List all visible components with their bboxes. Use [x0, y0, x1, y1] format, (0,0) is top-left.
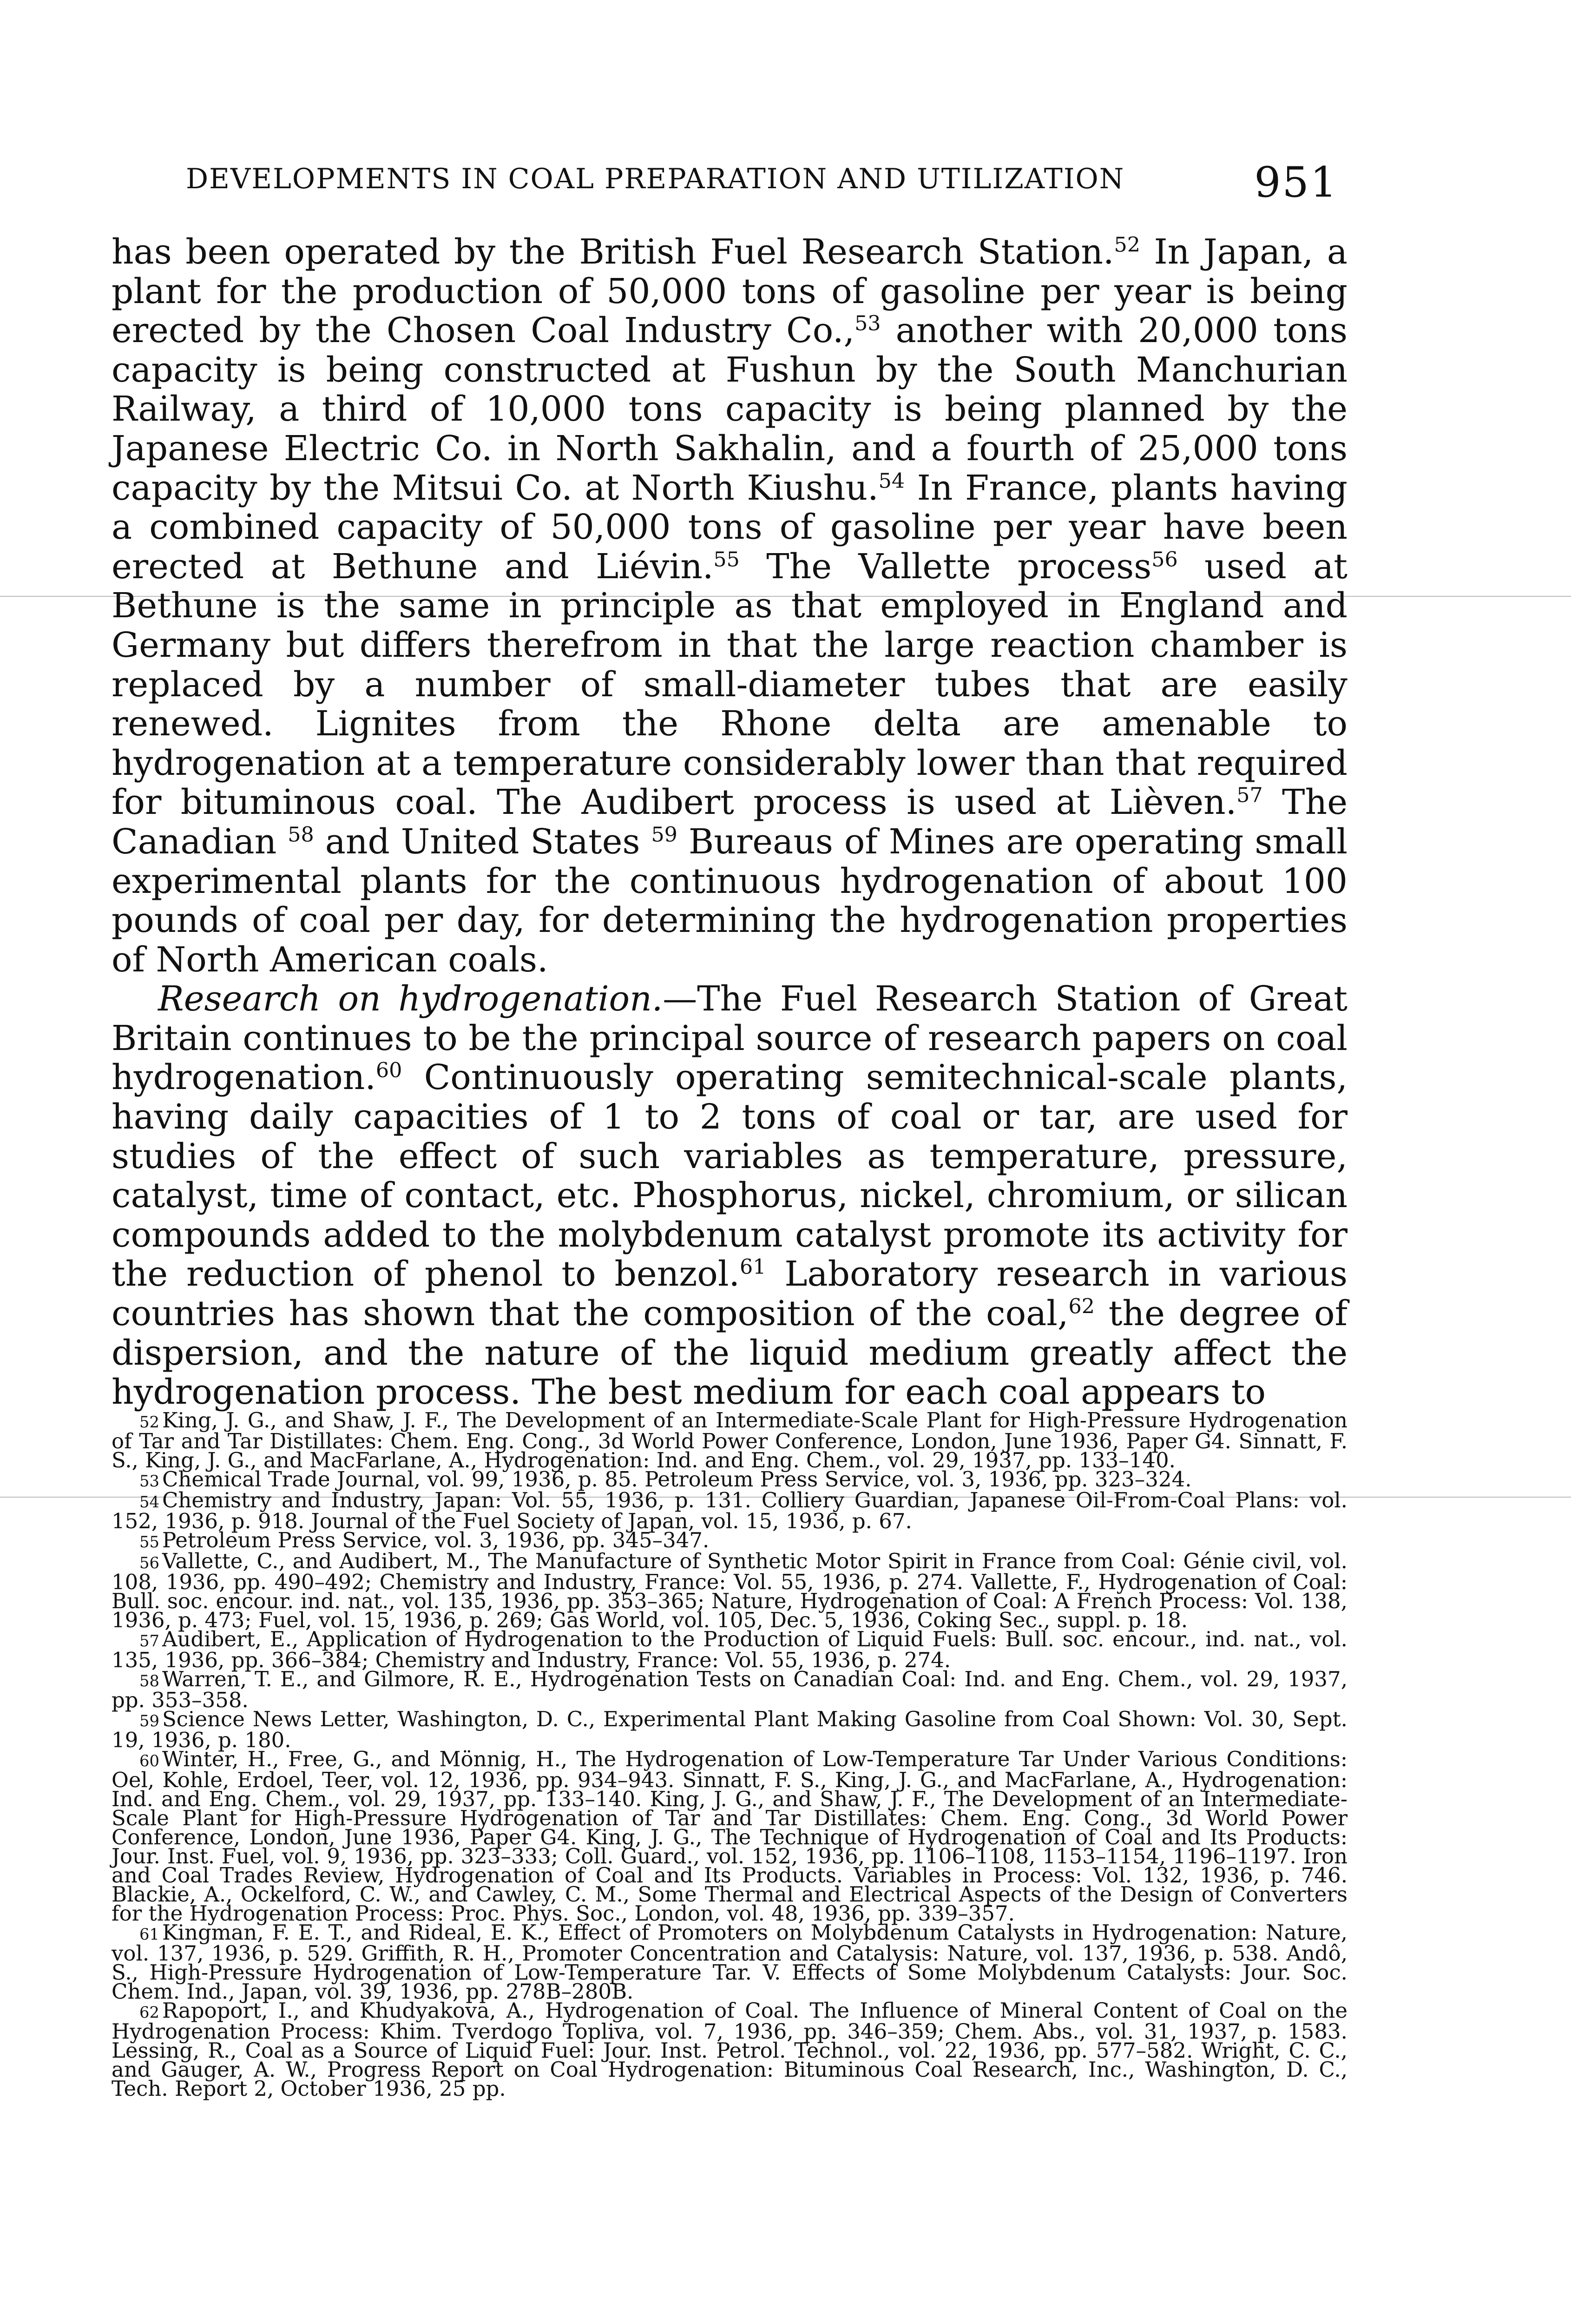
- footnote-marker: 59: [139, 1712, 159, 1730]
- footnote-ref: 52: [1114, 233, 1140, 257]
- footnote-ref: 62: [1068, 1294, 1095, 1319]
- footnote-ref: 60: [375, 1058, 402, 1083]
- text-run: has been operated by the British Fuel Research Station.: [112, 232, 1114, 272]
- footnote-marker: 58: [139, 1672, 159, 1690]
- page-header: [186, 158, 1338, 214]
- footnote-text: King, J. G., and Shaw, J. F., The Development of an Intermediate-Scale Plant for High-Pressure Hydrogenation of Tar and Tar Distillates: Chem. Eng. Cong., 3d World Power Conference, London, June 1936, Paper G4. Sinnatt, F. S., King, J. G., and MacFarlane, A., Hydrogenation: Ind. and Eng. Chem., vol. 29, 1937, pp. 133–140.: [112, 1408, 1348, 1472]
- text-run: another with 20,000 tons capacity is being constructed at Fushun by the South Manchurian Railway, a third of 10,000 tons capacity is being planned by the Japanese Electric Co. in North Sakhalin, and a fourth of 25,000 tons capacity by the Mitsui Co. at North Kiushu.: [112, 310, 1348, 508]
- footnote-text: Warren, T. E., and Gilmore, R. E., Hydrogenation Tests on Canadian Coal: Ind. and Eng. Chem., vol. 29, 1937, pp. 353–358.: [112, 1667, 1348, 1712]
- footnote-text: Chemical Trade Journal, vol. 99, 1936, p. 85. Petroleum Press Service, vol. 3, 1936, pp. 323–324.: [162, 1467, 1192, 1492]
- footnote-marker: 57: [139, 1632, 159, 1650]
- text-run: and United States: [314, 821, 651, 862]
- paragraph-2: [112, 979, 1348, 1412]
- footnote-text: Chemistry and Industry, Japan: Vol. 55, 1936, p. 131. Colliery Guardian, Japanese Oil-From-Coal Plans: vol. 152, 1936, p. 918. Journal of the Fuel Society of Japan, vol. 15, 1936, p. 67.: [112, 1488, 1348, 1533]
- footnote-text: Rapoport, I., and Khudyakova, A., Hydrogenation of Coal. The Influence of Mineral Content of Coal on the Hydrogenation Process: Khim. Tverdogo Topliva, vol. 7, 1936, pp. 346–359; Chem. Abs., vol. 31, 1937, p. 1583. Lessing, R., Coal as a Source of Liquid Fuel: Jour. Inst. Petrol. Technol., vol. 22, 1936, pp. 577–582. Wright, C. C., and Gauger, A. W., Progress Report on Coal Hydrogenation: Bituminous Coal Research, Inc., Washington, D. C., Tech. Report 2, October 1936, 25 pp.: [112, 1998, 1348, 2101]
- text-run: Laboratory research in various countries has shown that the composition of the coal,: [112, 1254, 1348, 1334]
- body-text: [112, 232, 1348, 1412]
- footnote-ref: 61: [740, 1255, 766, 1279]
- text-run: In France, plants having a combined capacity of 50,000 tons of gasoline per year have been erected at Bethune and Liévin.: [112, 468, 1348, 587]
- footnote-ref: 59: [651, 823, 677, 847]
- footnote-ref: 53: [855, 311, 881, 336]
- footnote-57: [112, 1627, 1348, 1672]
- footnote-text: Petroleum Press Service, vol. 3, 1936, pp. 345–347.: [162, 1528, 710, 1552]
- footnote-marker: 54: [139, 1493, 159, 1511]
- footnote-marker: 61: [139, 1925, 159, 1943]
- footnote-ref: 56: [1151, 548, 1178, 572]
- footnote-ref: 54: [878, 469, 905, 493]
- footnote-54: [112, 1488, 1348, 1533]
- footnote-marker: 60: [139, 1752, 159, 1770]
- footnote-marker: 53: [139, 1472, 159, 1490]
- footnotes: [112, 1408, 1348, 2101]
- footnote-text: Audibert, E., Application of Hydrogenation to the Production of Liquid Fuels: Bull. soc. encour., ind. nat., vol. 135, 1936, pp. 366–384; Chemistry and Industry, France: Vol. 55, 1936, p. 274.: [112, 1627, 1348, 1672]
- text-run: Continuously operating semitechnical-scale plants, having daily capacities of 1 to 2 tons of coal or tar, are used for studies of the effect of such variables as temperature, pressure, catalyst, time of contact, etc. Phosphorus, nickel, chromium, or silican compounds added to the molybdenum catalyst promote its activity for the reduction of phenol to benzol.: [112, 1057, 1348, 1294]
- text-run: the degree of dispersion, and the nature of the liquid medium greatly affect the hydrogenation process. The best medium for each coal appears to: [112, 1294, 1348, 1413]
- footnote-marker: 52: [139, 1413, 159, 1431]
- footnote-marker: 56: [139, 1554, 159, 1572]
- page-number: 951: [1254, 158, 1338, 207]
- footnote-text: Winter, H., Free, G., and Mönnig, H., The Hydrogenation of Low-Temperature Tar Under Various Conditions: Oel, Kohle, Erdoel, Teer, vol. 12, 1936, pp. 934–943. Sinnatt, F. S., King, J. G., and MacFarlane, A., Hydrogenation: Ind. and Eng. Chem., vol. 29, 1937, pp. 133–140. King, J. G., and Shaw, J. F., The Development of an Intermediate-Scale Plant for High-Pressure Hydrogenation of Tar and Tar Distillates: Chem. Eng. Cong., 3d World Power Conference, London, June 1936, Paper G4. King, J. G., The Technique of Hydrogenation of Coal and Its Products: Jour. Inst. Fuel, vol. 9, 1936, pp. 323–333; Coll. Guard., vol. 152, 1936, pp. 1106–1108, 1153–1154, 1196–1197. Iron and Coal Trades Review, Hydrogenation of Coal and Its Products. Variables in Process: Vol. 132, 1936, p. 746. Blackie, A., Ockelford, C. W., and Cawley, C. M., Some Thermal and Electrical Aspects of the Design of Converters for the Hydrogenation Process: Proc. Phys. Soc., London, vol. 48, 1936, pp. 339–357.: [112, 1747, 1348, 1926]
- footnote-text: Vallette, C., and Audibert, M., The Manufacture of Synthetic Motor Spirit in France from Coal: Génie civil, vol. 108, 1936, pp. 490–492; Chemistry and Industry, France: Vol. 55, 1936, p. 274. Vallette, F., Hydrogenation of Coal: Bull. soc. encour. ind. nat., vol. 135, 1936, pp. 353–365; Nature, Hydrogenation of Coal: A French Process: Vol. 138, 1936, p. 473; Fuel, vol. 15, 1936, p. 269; Gas World, vol. 105, Dec. 5, 1936, Coking Sec., suppl. p. 18.: [112, 1549, 1348, 1632]
- footnote-52: [112, 1408, 1348, 1472]
- footnote-marker: 62: [139, 2003, 159, 2021]
- footnote-58: [112, 1667, 1348, 1712]
- text-run: In Japan, a plant for the production of 50,000 tons of gasoline per year is being erected by the Chosen Coal Industry Co.,: [112, 232, 1348, 351]
- footnote-marker: 55: [139, 1533, 159, 1551]
- footnote-ref: 55: [713, 548, 740, 572]
- paragraph-1: [112, 232, 1348, 979]
- footnote-text: Kingman, F. E. T., and Rideal, E. K., Effect of Promoters on Molybdenum Catalysts in Hydrogenation: Nature, vol. 137, 1936, p. 529. Griffith, R. H., Promoter Concentration and Catalysis: Nature, vol. 137, 1936, p. 538. Andô, S., High-Pressure Hydrogenation of Low-Temperature Tar. V. Effects of Some Molybdenum Catalysts: Jour. Soc. Chem. Ind., Japan, vol. 39, 1936, pp. 278B–280B.: [112, 1920, 1348, 2004]
- footnote-61: [112, 1920, 1348, 2004]
- footnote-56: [112, 1549, 1348, 1632]
- footnote-59: [112, 1707, 1348, 1752]
- text-run: —The Fuel Research Station of Great Britain continues to be the principal source of research papers on coal hydrogenation.: [112, 979, 1348, 1098]
- footnote-ref: 57: [1236, 783, 1263, 807]
- running-head: DEVELOPMENTS IN COAL PREPARATION AND UTILIZATION: [186, 163, 1125, 195]
- text-run: The Canadian: [112, 782, 1348, 862]
- text-run: used at Bethune is the same in principle as that employed in England and Germany but differs therefrom in that the large reaction chamber is replaced by a number of small-diameter tubes that are easily renewed. Lignites from the Rhone delta are amenable to hydrogenation at a temperature considerably lower than that required for bituminous coal. The Audibert process is used at Lièven.: [112, 546, 1348, 823]
- footnote-ref: 58: [288, 823, 314, 847]
- text-run: The Vallette process: [739, 546, 1152, 587]
- footnote-text: Science News Letter, Washington, D. C., Experimental Plant Making Gasoline from Coal Shown: Vol. 30, Sept. 19, 1936, p. 180.: [112, 1707, 1348, 1752]
- text-run: Bureaus of Mines are operating small experimental plants for the continuous hydrogenation of about 100 pounds of coal per day, for determining the hydrogenation properties of North American coals.: [112, 821, 1348, 980]
- footnote-60: [112, 1747, 1348, 1926]
- section-run-in-heading: Research on hydrogenation.: [158, 979, 663, 1019]
- footnote-62: [112, 1998, 1348, 2101]
